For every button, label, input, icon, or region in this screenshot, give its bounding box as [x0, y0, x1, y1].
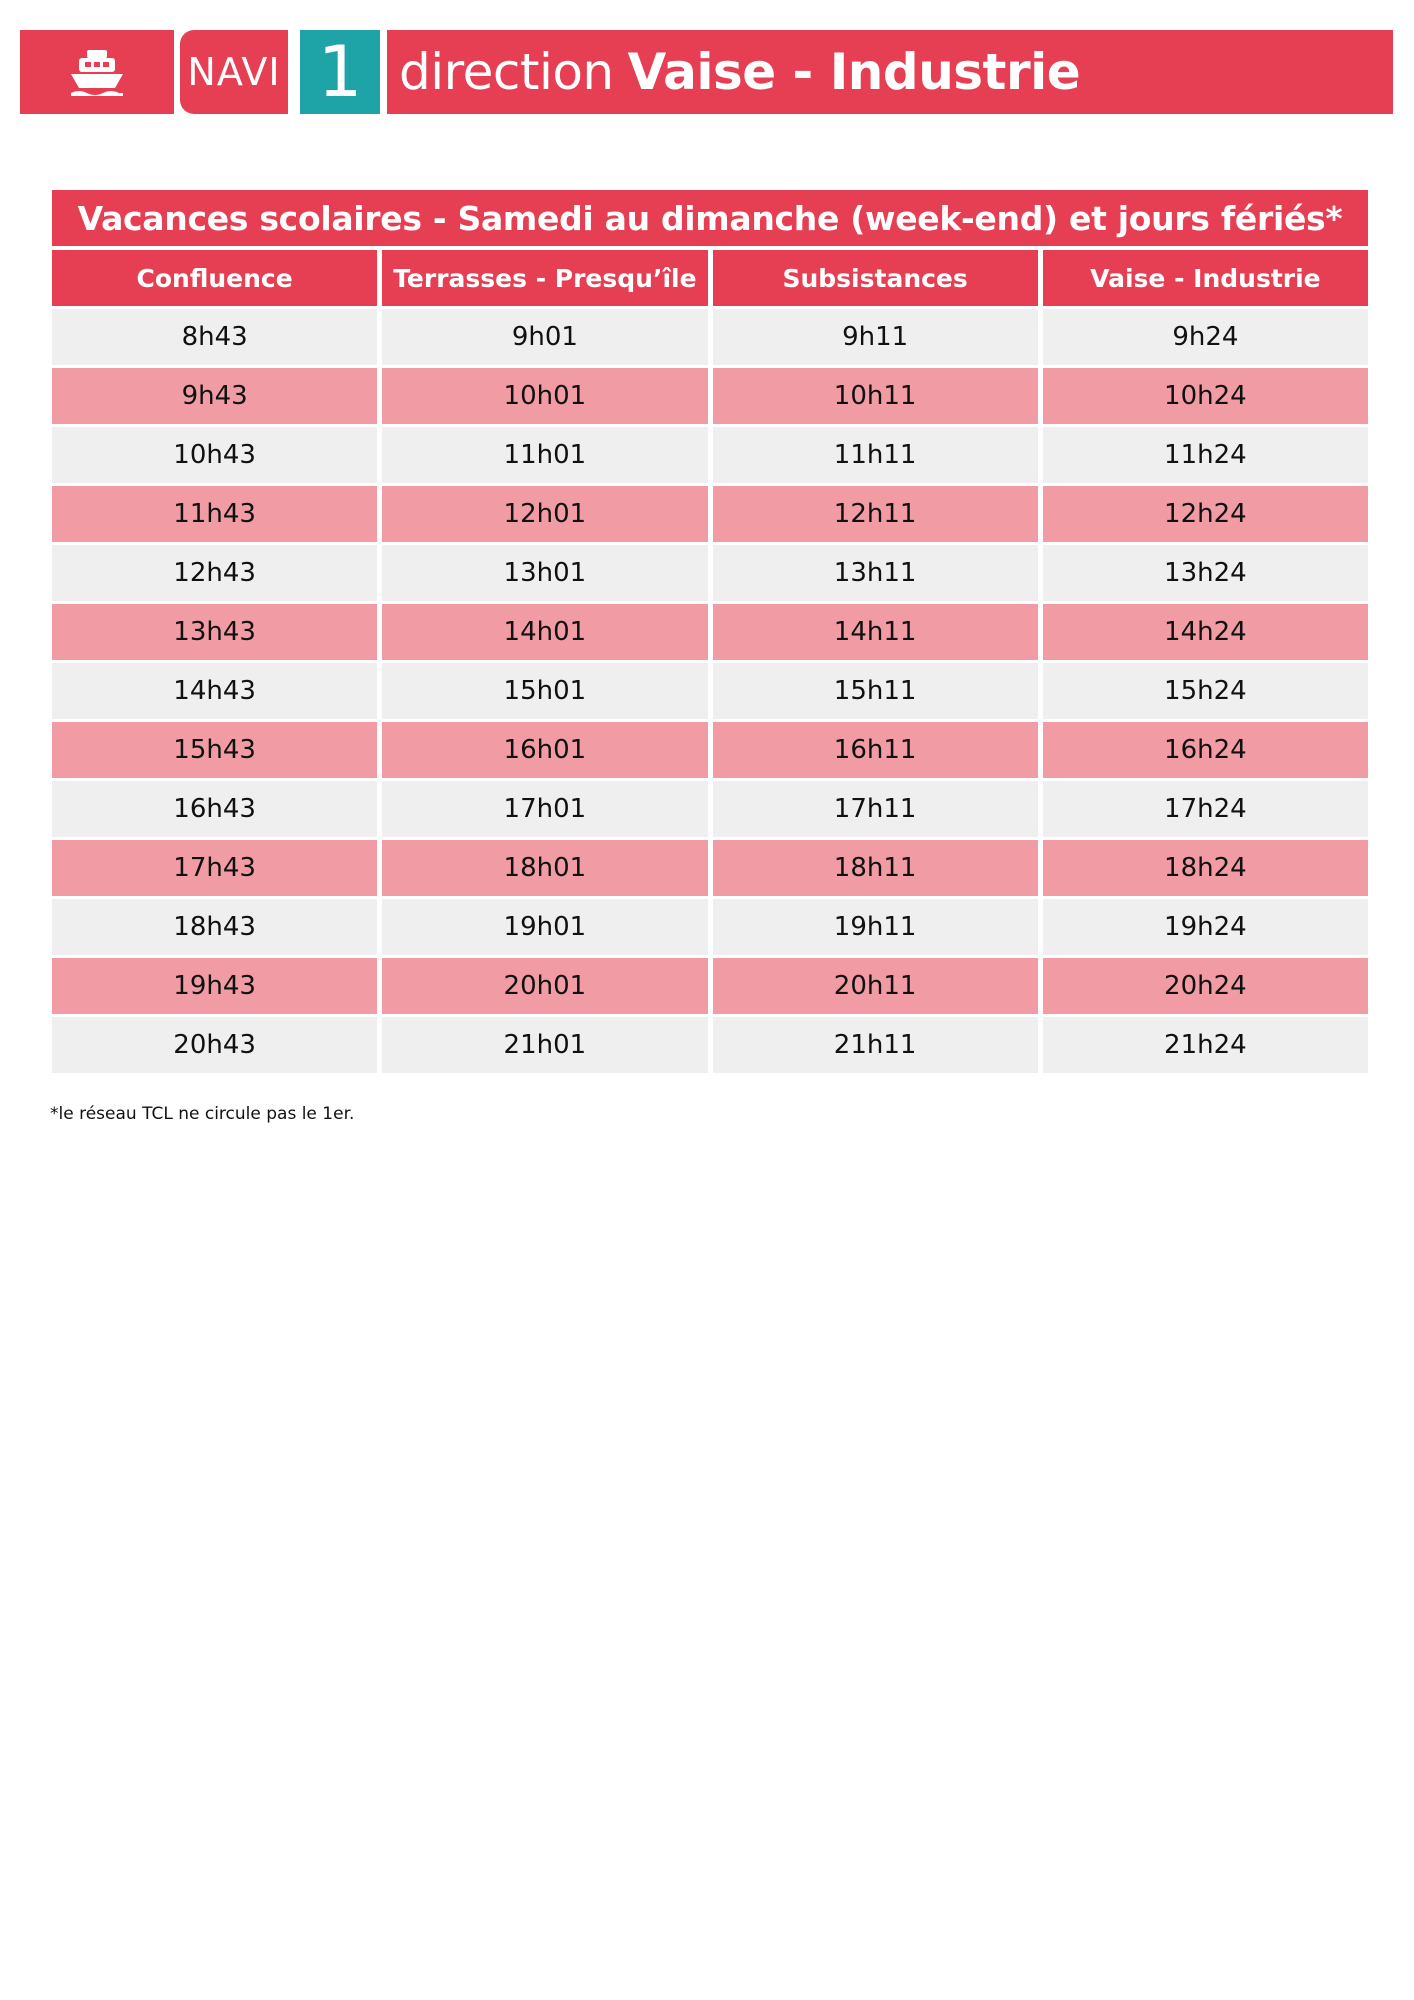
table-cell: 19h11	[713, 899, 1038, 955]
table-cell: 11h11	[713, 427, 1038, 483]
table-cell: 17h24	[1043, 781, 1368, 837]
table-cell: 14h01	[382, 604, 707, 660]
column-header-subsistances: Subsistances	[713, 250, 1038, 306]
table-cell: 14h43	[52, 663, 377, 719]
table-cell: 17h11	[713, 781, 1038, 837]
table-cell: 16h01	[382, 722, 707, 778]
table-cell: 12h24	[1043, 486, 1368, 542]
column-header-confluence: Confluence	[52, 250, 377, 306]
table-cell: 12h43	[52, 545, 377, 601]
table-cell: 8h43	[52, 309, 377, 365]
table-cell: 21h11	[713, 1017, 1038, 1073]
table-cell: 12h11	[713, 486, 1038, 542]
table-cell: 18h24	[1043, 840, 1368, 896]
direction-prefix: direction	[399, 43, 614, 101]
table-cell: 9h43	[52, 368, 377, 424]
table-cell: 18h11	[713, 840, 1038, 896]
column-header-vaise: Vaise - Industrie	[1043, 250, 1368, 306]
table-cell: 21h01	[382, 1017, 707, 1073]
navi-label: NAVI	[187, 50, 281, 94]
table-cell: 18h43	[52, 899, 377, 955]
direction-name: Vaise - Industrie	[627, 43, 1081, 101]
table-cell: 21h24	[1043, 1017, 1368, 1073]
boat-icon-box	[20, 30, 174, 114]
column-header-terrasses: Terrasses - Presqu’île	[382, 250, 707, 306]
table-cell: 19h01	[382, 899, 707, 955]
table-cell: 20h11	[713, 958, 1038, 1014]
table-cell: 14h11	[713, 604, 1038, 660]
table-cell: 16h11	[713, 722, 1038, 778]
table-cell: 10h11	[713, 368, 1038, 424]
table-cell: 18h01	[382, 840, 707, 896]
table-cell: 19h43	[52, 958, 377, 1014]
line-number-badge	[300, 30, 380, 114]
table-cell: 15h01	[382, 663, 707, 719]
table-cell: 13h01	[382, 545, 707, 601]
timetable-title: Vacances scolaires - Samedi au dimanche (week-end) et jours fériés*	[52, 190, 1368, 246]
table-cell: 10h01	[382, 368, 707, 424]
table-cell: 10h43	[52, 427, 377, 483]
table-cell: 9h01	[382, 309, 707, 365]
table-cell: 20h43	[52, 1017, 377, 1073]
table-cell: 12h01	[382, 486, 707, 542]
table-cell: 9h11	[713, 309, 1038, 365]
table-cell: 13h24	[1043, 545, 1368, 601]
table-cell: 17h01	[382, 781, 707, 837]
timetable-grid	[52, 250, 1368, 1073]
table-cell: 11h01	[382, 427, 707, 483]
table-cell: 10h24	[1043, 368, 1368, 424]
table-cell: 13h11	[713, 545, 1038, 601]
table-cell: 14h24	[1043, 604, 1368, 660]
table-cell: 9h24	[1043, 309, 1368, 365]
line-number: 1	[317, 31, 363, 113]
table-cell: 13h43	[52, 604, 377, 660]
table-cell: 19h24	[1043, 899, 1368, 955]
table-cell: 15h11	[713, 663, 1038, 719]
table-cell: 15h43	[52, 722, 377, 778]
table-cell: 20h01	[382, 958, 707, 1014]
boat-icon	[67, 46, 127, 98]
table-cell: 11h24	[1043, 427, 1368, 483]
table-cell: 16h43	[52, 781, 377, 837]
table-cell: 15h24	[1043, 663, 1368, 719]
table-cell: 11h43	[52, 486, 377, 542]
navi-badge	[180, 30, 288, 114]
table-cell: 20h24	[1043, 958, 1368, 1014]
direction-banner	[387, 30, 1393, 114]
table-cell: 16h24	[1043, 722, 1368, 778]
table-cell: 17h43	[52, 840, 377, 896]
footnote: *le réseau TCL ne circule pas le 1er.	[50, 1104, 355, 1124]
